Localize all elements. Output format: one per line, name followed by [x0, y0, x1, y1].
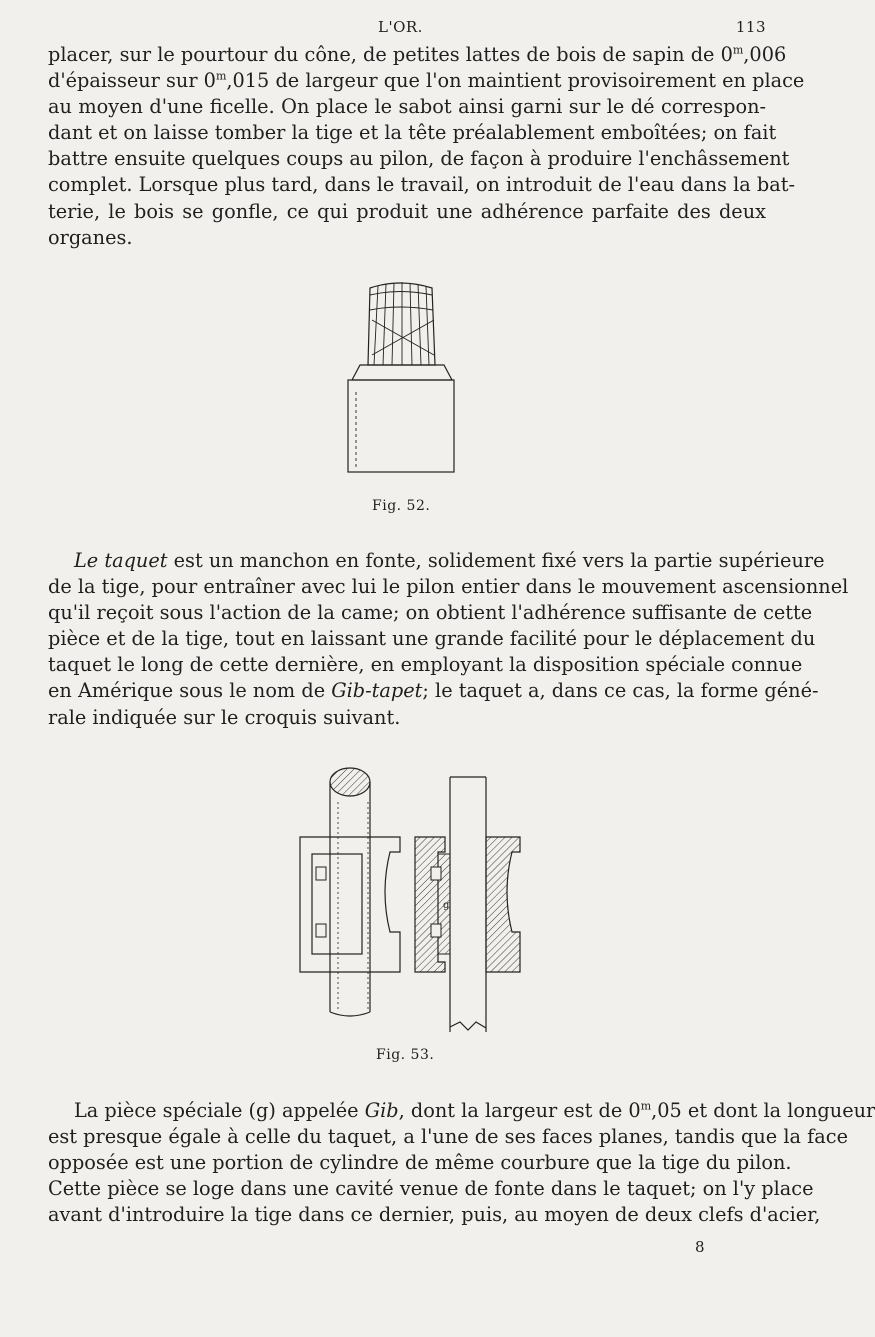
paragraph-3 — [48, 1098, 875, 1228]
paragraph-1 — [48, 42, 805, 251]
text-line: pièce et de la tige, tout en laissant une grande facilité pour le déplacement du — [48, 627, 816, 651]
text-line: au moyen d'une ficelle. On place le sabot ainsi garni sur le dé correspon- — [48, 95, 766, 119]
text-line: opposée est une portion de cylindre de même courbure que la tige du pilon. — [48, 1151, 792, 1175]
text-line: battre ensuite quelques coups au pilon, de façon à produire l'enchâssement — [48, 147, 790, 171]
text-line: Cette pièce se loge dans une cavité venue de fonte dans le taquet; on l'y place — [48, 1177, 814, 1201]
paragraph-2 — [48, 548, 849, 731]
gib-label-g: g — [443, 900, 450, 911]
text-line: placer, sur le pourtour du cône, de petites lattes de bois de sapin de 0$^m$,006 — [48, 43, 787, 66]
text-line: terie, le bois se gonfle, ce qui produit une adhérence parfaite des deux — [48, 199, 766, 223]
figure-53-drawing — [290, 762, 530, 1046]
figure-52-drawing — [340, 270, 470, 489]
text-line: organes. — [48, 225, 133, 249]
text-line: taquet le long de cette dernière, en employant la disposition spéciale connue — [48, 653, 803, 677]
text-line: La pièce spéciale (g) appelée Gib, dont la largeur est de 0$^m$,05 et dont la longueur — [74, 1099, 875, 1122]
text-line: rale indiquée sur le croquis suivant. — [48, 705, 401, 729]
text-line: dant et on laisse tomber la tige et la tête préalablement emboîtées; on fait — [48, 121, 777, 145]
text-line: en Amérique sous le nom de Gib-tapet; le taquet a, dans ce cas, la forme géné- — [48, 679, 819, 703]
text-line: d'épaisseur sur 0$^m$,015 de largeur que l'on maintient provisoirement en place — [48, 69, 805, 93]
running-head — [0, 14, 800, 38]
page-number: 113 — [735, 18, 766, 36]
running-title: L'OR. — [378, 18, 423, 36]
text-line: avant d'introduire la tige dans ce dernier, puis, au moyen de deux clefs d'acier, — [48, 1203, 821, 1227]
text-line: de la tige, pour entraîner avec lui le pilon entier dans le mouvement ascensionnel — [48, 575, 849, 599]
text-line: complet. Lorsque plus tard, dans le travail, on introduit de l'eau dans la bat- — [48, 173, 795, 197]
text-line: Le taquet est un manchon en fonte, solidement fixé vers la partie supérieure — [74, 549, 825, 572]
signature-mark: 8 — [695, 1238, 705, 1256]
text-line: qu'il reçoit sous l'action de la came; on obtient l'adhérence suffisante de cette — [48, 601, 813, 625]
term-gib-tapet: Gib-tapet — [331, 679, 423, 703]
figure-52-caption: Fig. 52. — [372, 498, 431, 514]
term-le-taquet: Le taquet — [74, 549, 168, 572]
figure-53-caption: Fig. 53. — [376, 1047, 435, 1063]
term-gib: Gib — [364, 1099, 399, 1122]
text-line: est presque égale à celle du taquet, a l'une de ses faces planes, tandis que la face — [48, 1125, 848, 1149]
